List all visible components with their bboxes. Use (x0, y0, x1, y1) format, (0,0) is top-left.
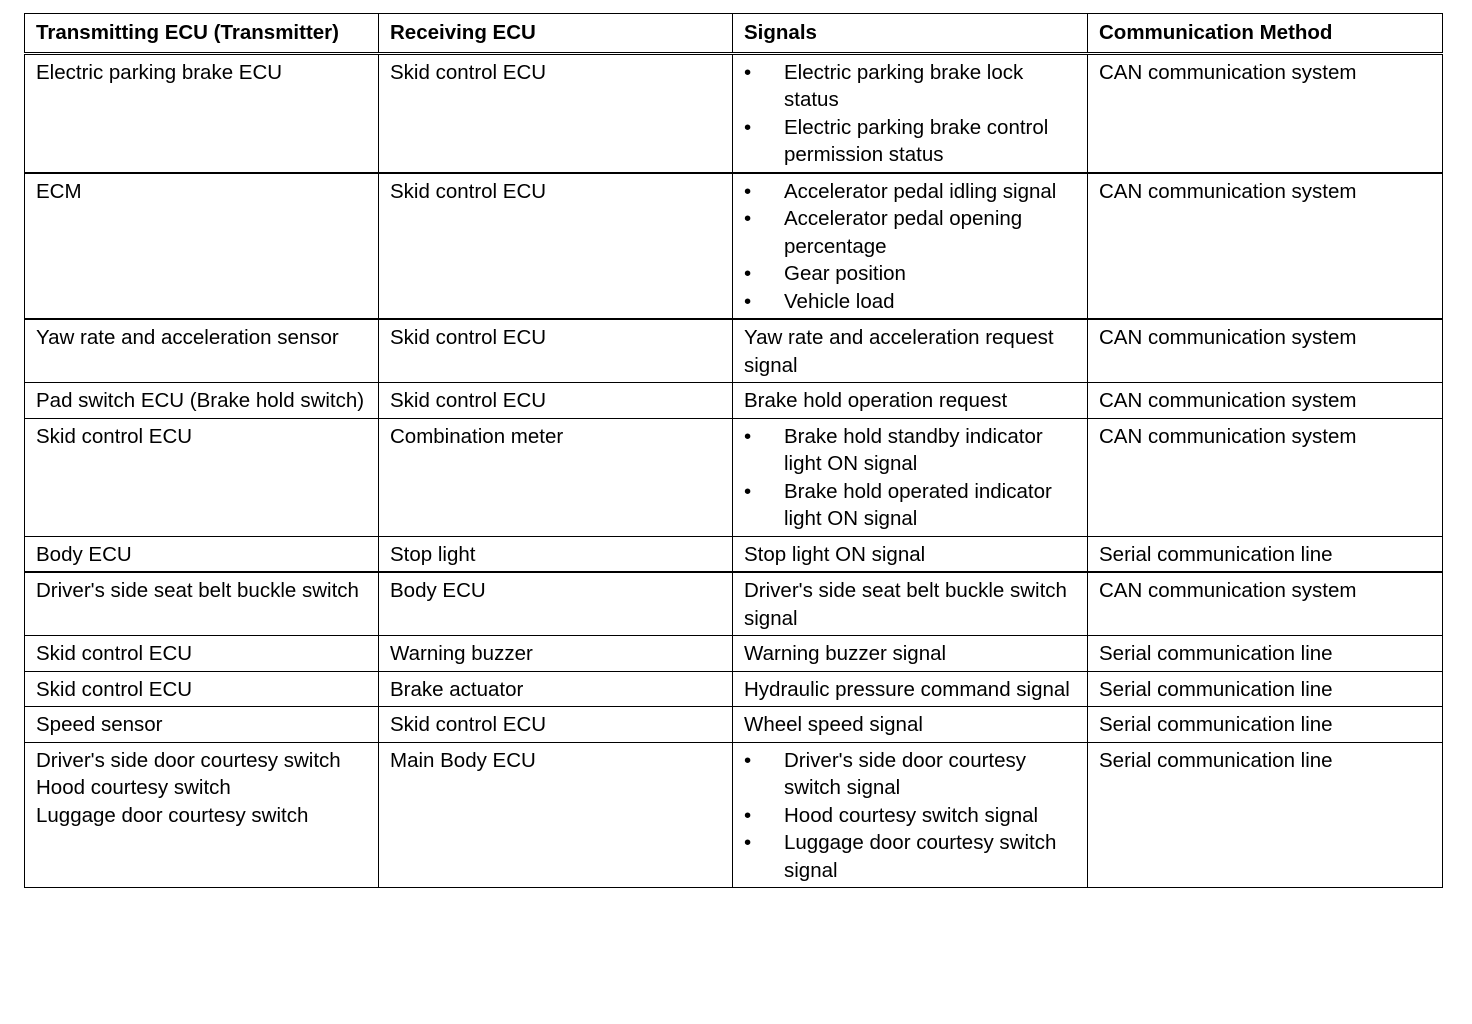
method-cell: Serial communication line (1088, 536, 1443, 572)
signals-cell: Warning buzzer signal (733, 636, 1088, 672)
signal-text: Vehicle load (784, 289, 895, 313)
transmitter-cell: Driver's side seat belt buckle switch (25, 572, 379, 636)
method-cell: CAN communication system (1088, 572, 1443, 636)
signals-cell (733, 53, 1088, 173)
signal-item (744, 829, 1077, 884)
ecu-communication-table (24, 13, 1443, 888)
signal-text: Accelerator pedal opening percentage (784, 207, 1023, 258)
signals-cell: Stop light ON signal (733, 536, 1088, 572)
method-cell: CAN communication system (1088, 418, 1443, 536)
header-transmitter: Transmitting ECU (Transmitter) (25, 14, 379, 54)
table-row (25, 173, 1443, 320)
method-cell: CAN communication system (1088, 383, 1443, 419)
signal-list (744, 178, 1077, 316)
transmitter-cell (25, 742, 379, 888)
receiver-cell: Main Body ECU (379, 742, 733, 888)
method-cell: CAN communication system (1088, 319, 1443, 383)
signal-item (744, 114, 1077, 169)
transmitter-line: Hood courtesy switch (36, 776, 231, 799)
signal-text: Electric parking brake lock status (784, 60, 1024, 111)
transmitter-line: Luggage door courtesy switch (36, 803, 309, 827)
method-cell: CAN communication system (1088, 53, 1443, 173)
signal-text: Gear position (784, 262, 906, 285)
signal-item (744, 423, 1077, 478)
receiver-cell: Body ECU (379, 572, 733, 636)
method-cell: Serial communication line (1088, 636, 1443, 672)
transmitter-cell: Skid control ECU (25, 671, 379, 707)
signal-text: Luggage door courtesy switch signal (784, 831, 1057, 882)
signal-text: Driver's side door courtesy switch signal (784, 748, 1027, 799)
transmitter-cell: Skid control ECU (25, 418, 379, 536)
signals-cell: Hydraulic pressure command signal (733, 671, 1088, 707)
signal-item (744, 288, 1077, 316)
bullet: • (744, 262, 752, 285)
signal-item (744, 59, 1077, 114)
transmitter-cell: Skid control ECU (25, 636, 379, 672)
bullet: • (744, 831, 752, 854)
signals-cell (733, 418, 1088, 536)
transmitter-line: Driver's side door courtesy switch (36, 748, 341, 772)
bullet: • (744, 748, 752, 772)
receiver-cell: Skid control ECU (379, 319, 733, 383)
signal-item (744, 205, 1077, 260)
bullet: • (744, 179, 752, 203)
transmitter-cell: Speed sensor (25, 707, 379, 743)
receiver-cell: Brake actuator (379, 671, 733, 707)
signal-list (744, 747, 1077, 885)
receiver-cell: Skid control ECU (379, 707, 733, 743)
bullet: • (744, 207, 752, 230)
receiver-cell: Stop light (379, 536, 733, 572)
signal-text: Accelerator pedal idling signal (784, 179, 1057, 203)
transmitter-cell: Pad switch ECU (Brake hold switch) (25, 383, 379, 419)
bullet: • (744, 289, 752, 313)
receiver-cell: Combination meter (379, 418, 733, 536)
table-row (25, 707, 1443, 743)
transmitter-cell: Yaw rate and acceleration sensor (25, 319, 379, 383)
header-signals: Signals (733, 14, 1088, 54)
table-row (25, 383, 1443, 419)
transmitter-cell: ECM (25, 173, 379, 320)
signal-item (744, 747, 1077, 802)
bullet: • (744, 60, 752, 84)
signals-cell (733, 173, 1088, 320)
table-row (25, 572, 1443, 636)
signal-item (744, 178, 1077, 206)
signal-item (744, 478, 1077, 533)
table-row (25, 742, 1443, 888)
signal-text: Hood courtesy switch signal (784, 803, 1039, 827)
signal-item (744, 802, 1077, 830)
receiver-cell: Skid control ECU (379, 53, 733, 173)
signal-text: Brake hold standby indicator light ON signal (784, 424, 1043, 475)
signal-list (744, 59, 1077, 169)
transmitter-cell: Body ECU (25, 536, 379, 572)
table-row (25, 418, 1443, 536)
signals-cell: Yaw rate and acceleration request signal (733, 319, 1088, 383)
header-receiver: Receiving ECU (379, 14, 733, 54)
table-header-row (25, 14, 1443, 54)
method-cell: CAN communication system (1088, 173, 1443, 320)
receiver-cell: Skid control ECU (379, 383, 733, 419)
bullet: • (744, 115, 752, 139)
signals-cell (733, 742, 1088, 888)
method-cell: Serial communication line (1088, 671, 1443, 707)
table-row (25, 53, 1443, 173)
signals-cell: Brake hold operation request (733, 383, 1088, 419)
receiver-cell: Skid control ECU (379, 173, 733, 320)
signal-list (744, 423, 1077, 533)
table-row (25, 636, 1443, 672)
bullet: • (744, 803, 752, 827)
method-cell: Serial communication line (1088, 742, 1443, 888)
signal-item (744, 260, 1077, 288)
method-cell: Serial communication line (1088, 707, 1443, 743)
transmitter-cell: Electric parking brake ECU (25, 53, 379, 173)
bullet: • (744, 479, 752, 503)
table-row (25, 671, 1443, 707)
signal-text: Brake hold operated indicator light ON signal (784, 479, 1052, 530)
table-row (25, 319, 1443, 383)
signals-cell: Wheel speed signal (733, 707, 1088, 743)
header-method: Communication Method (1088, 14, 1443, 54)
table-row (25, 536, 1443, 572)
bullet: • (744, 424, 752, 448)
receiver-cell: Warning buzzer (379, 636, 733, 672)
signal-text: Electric parking brake control permission status (784, 115, 1049, 166)
signals-cell: Driver's side seat belt buckle switch signal (733, 572, 1088, 636)
